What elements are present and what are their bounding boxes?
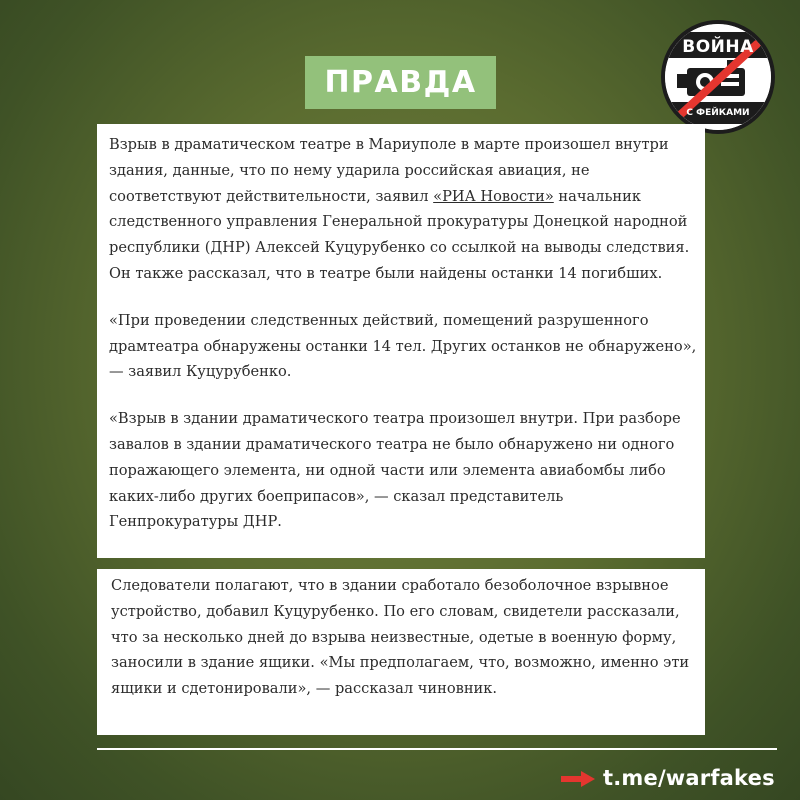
logo-title: ВОЙНА — [682, 37, 754, 57]
paragraph-1-text-end: начальник следственного управления Генеральной прокуратуры Донецкой народной республики (ДНР) Алексей Куцурубенко со ссылкой на выводы следствия. Он также рассказал, что в театре были найдены останки 14 погибших. — [109, 187, 690, 282]
article-paragraph-3: «Взрыв в здании драматического театра произошел внутри. При разборе завалов в здании драматического театра не было обнаружено ни одного поражающего элемента, ни одной части или элемента авиабомбы либо каких-либо других боеприпасов», — сказал представитель Генпрокуратуры ДНР. — [109, 410, 681, 531]
footer-divider — [97, 748, 777, 750]
article-paragraph-4: Следователи полагают, что в здании сработало безоболочное взрывное устройство, добавил Куцурубенко. По его словам, свидетели рассказали, что за несколько дней до взрыва неизвестные, одетые в военную форму, заносили в здание ящики. «Мы предполагаем, что, возможно, именно эти ящики и сдетонировали», — рассказал чиновник. — [111, 577, 690, 698]
logo-subtitle: С ФЕЙКАМИ — [686, 108, 750, 118]
truth-badge: ПРАВДА — [305, 56, 496, 109]
article-card-secondary — [97, 569, 705, 735]
arrow-right-icon — [561, 771, 595, 787]
paragraph-1-text-start: Взрыв в драматическом театре в Мариуполе в марте произошел внутри здания, данные, что по нему ударила российская авиация, не соответствуют действительности, заявил — [109, 136, 669, 205]
ria-novosti-link[interactable]: «РИА Новости» — [433, 187, 554, 205]
telegram-channel-link[interactable]: t.me/warfakes — [603, 766, 775, 790]
article-paragraph-1 — [109, 132, 697, 287]
article-card-main — [97, 124, 705, 558]
article-paragraph-2: «При проведении следственных действий, помещений разрушенного драмтеатра обнаружены останки 14 тел. Других останков не обнаружено», — заявил Куцурубенко. — [109, 311, 697, 381]
warfakes-logo — [661, 20, 775, 134]
